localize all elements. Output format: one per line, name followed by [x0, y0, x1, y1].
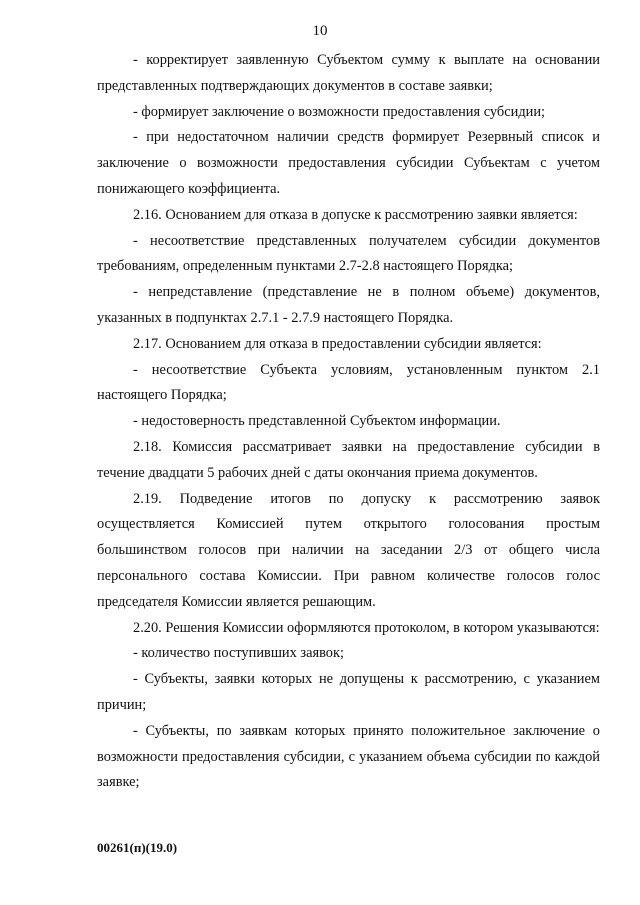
paragraph: 2.18. Комиссия рассматривает заявки на предоставление субсидии в течение двадцати 5 рабочих дней с даты окончания приема документов. — [97, 438, 600, 481]
paragraph: - при недостаточном наличии средств формирует Резервный список и заключение о возможности предоставления субсидии Субъектам с учетом понижающего коэффициента. — [97, 129, 600, 197]
paragraph: - Субъекты, по заявкам которых принято положительное заключение о возможности предоставления субсидии, с указанием объема субсидии по каждой заявке; — [97, 722, 600, 791]
paragraph: 2.17. Основанием для отказа в предоставлении субсидии является: — [133, 335, 542, 352]
paragraph: - непредставление (представление не в полном объеме) документов, указанных в подпунктах 2.7.1 - 2.7.9 настоящего Порядка. — [97, 284, 600, 326]
paragraph: - недостоверность представленной Субъектом информации. — [133, 413, 501, 430]
paragraph: - корректирует заявленную Субъектом сумму к выплате на основании представленных подтверждающих документов в составе заявки; — [97, 52, 600, 94]
document-body — [97, 48, 600, 796]
paragraph: - Субъекты, заявки которых не допущены к рассмотрению, с указанием причин; — [97, 671, 600, 713]
page-number: 10 — [312, 23, 328, 39]
paragraph: - несоответствие Субъекта условиям, установленным пунктом 2.1 настоящего Порядка; — [97, 361, 600, 404]
paragraph: - формирует заключение о возможности предоставления субсидии; — [133, 103, 546, 120]
paragraph: 2.20. Решения Комиссии оформляются протоколом, в котором указываются: — [133, 619, 600, 636]
paragraph: - несоответствие представленных получателем субсидии документов требованиям, определенным пунктами 2.7-2.8 настоящего Порядка; — [97, 232, 600, 275]
document-code: 00261(п)(19.0) — [97, 840, 178, 855]
paragraph: - количество поступивших заявок; — [133, 645, 344, 662]
paragraph: 2.16. Основанием для отказа в допуске к рассмотрению заявки является: — [133, 206, 578, 223]
paragraph: 2.19. Подведение итогов по допуску к рассмотрению заявок осуществляется Комиссией путем открытого голосования простым большинством голосов при наличии на заседании 2/3 от общего числа персонального состава Комиссии. При равном количестве голосов голос председателя Комиссии является решающим. — [97, 490, 600, 610]
